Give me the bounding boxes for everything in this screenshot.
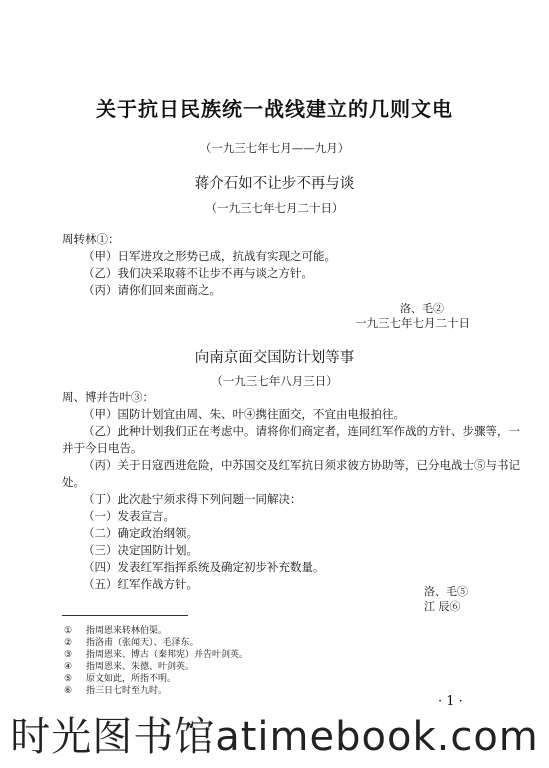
section2-list-item-4: （四）发表红军指挥系统及确定初步补充数量。 [83, 560, 325, 574]
footnote-2-number: ② [64, 638, 73, 648]
section1-item-jia: （甲）日军进攻之形势已成，抗战有实现之可能。 [83, 249, 336, 263]
page-number: · 1 · [438, 694, 463, 709]
document-date-range: （一九三七年七月——九月） [199, 141, 350, 155]
section2-heading: 向南京面交国防计划等事 [194, 350, 355, 366]
section2-para-yi-line2: 并于今日电告。 [62, 441, 143, 455]
watermark-text: 时光图书馆atimebook.com [10, 714, 539, 760]
section1-signature: 洛、毛② [400, 302, 444, 315]
section2-para-yi-line1: （乙）此种计划我们正在考虑中。请将你们商定者，连同红军作战的方针、步骤等，一 [83, 424, 520, 438]
section2-para-bing-line2: 处。 [62, 475, 85, 489]
section2-salutation: 周、博并告叶③： [62, 390, 154, 404]
section1-item-yi: （乙）我们决采取蒋不让步不再与谈之方针。 [83, 266, 313, 280]
footnote-1-number: ① [64, 626, 73, 636]
section2-para-bing-line1: （丙）关于日寇西进危险，中苏国交及红军抗日须求彼方协助等，已分电战士⑤与书记 [83, 458, 520, 472]
section2-date: （一九三七年八月三日） [211, 374, 338, 388]
footnote-1-text: 指周恩来转林伯渠。 [86, 626, 168, 636]
footnote-5-number: ⑤ [64, 674, 73, 684]
section2-signature-1: 洛、毛⑤ [424, 585, 468, 598]
section1-salutation: 周转林①： [62, 232, 120, 246]
footnote-divider [62, 615, 188, 616]
footnote-4-number: ④ [64, 662, 73, 672]
section2-list-item-5: （五）红军作战方针。 [83, 577, 198, 591]
footnote-6 [64, 683, 167, 696]
document-title: 关于抗日民族统一战线建立的几则文电 [96, 97, 453, 121]
footnote-3-text: 指周恩来、博古（秦邦宪）并告叶剑英。 [86, 650, 249, 660]
footnote-3-number: ③ [64, 650, 73, 660]
section2-list-item-2: （二）确定政治纲领。 [83, 526, 198, 540]
section1-date: （一九三七年七月二十日） [205, 201, 344, 215]
footnote-4-text: 指周恩来、朱德、叶剑英。 [86, 662, 195, 672]
section1-item-bing: （丙）请你们回来面商之。 [83, 283, 221, 297]
footnote-6-number: ⑥ [64, 686, 73, 696]
section2-para-jia: （甲）国防计划宜由周、朱、叶④携往面交，不宜由电报拍往。 [83, 407, 405, 421]
section1-sign-date: 一九三七年七月二十日 [355, 316, 470, 330]
section2-list-item-3: （三）决定国防计划。 [83, 543, 198, 557]
section2-signature-2: 江 辰⑥ [424, 600, 461, 613]
section2-list-item-1: （一）发表宣言。 [83, 509, 175, 523]
section1-heading: 蒋介石如不让步不再与谈 [194, 176, 355, 192]
footnote-2-text: 指洛甫（张闻天）、毛泽东。 [86, 638, 199, 648]
footnote-6-text: 指三日七时至九时。 [86, 686, 168, 696]
section2-para-ding: （丁）此次赴宁须求得下列问题一同解决： [83, 492, 302, 506]
footnote-5-text: 原文如此，所指不明。 [86, 674, 177, 684]
